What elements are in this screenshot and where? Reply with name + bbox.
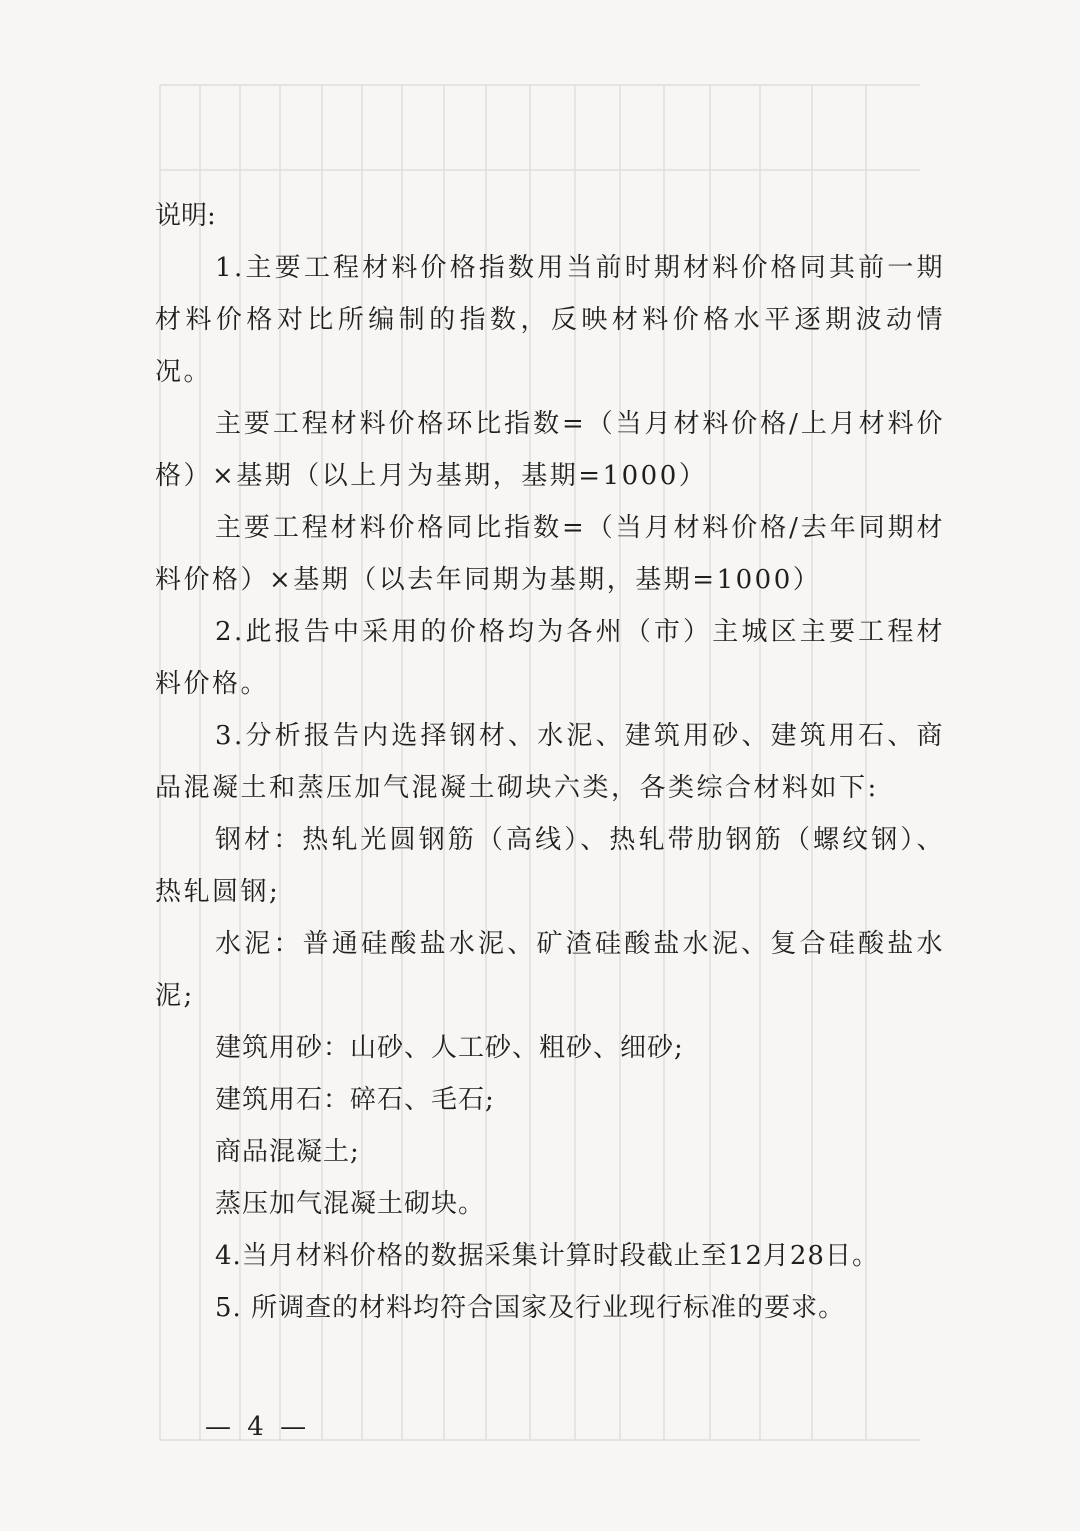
note-2: 2.此报告中采用的价格均为各州（市）主城区主要工程材料价格。 <box>155 617 945 699</box>
note-1: 1.主要工程材料价格指数用当前时期材料价格同其前一期材料价格对比所编制的指数，反映材料价格水平逐期波动情况。 <box>155 253 945 387</box>
section-heading: 说明: <box>155 201 216 231</box>
page-number: — 4 — <box>205 1412 311 1442</box>
note-3: 3.分析报告内选择钢材、水泥、建筑用砂、建筑用石、商品混凝土和蒸压加气混凝土砌块六类，各类综合材料如下: <box>155 721 945 803</box>
note-4: 4.当月材料价格的数据采集计算时段截止至12月28日。 <box>215 1241 879 1271</box>
material-stone: 建筑用石：碎石、毛石; <box>215 1085 495 1115</box>
material-cement: 水泥：普通硅酸盐水泥、矿渣硅酸盐水泥、复合硅酸盐水泥; <box>155 929 945 1011</box>
material-sand: 建筑用砂：山砂、人工砂、粗砂、细砂; <box>215 1033 684 1063</box>
material-concrete: 商品混凝土; <box>215 1137 360 1167</box>
note-5: 5. 所调查的材料均符合国家及行业现行标准的要求。 <box>215 1293 846 1323</box>
formula-year-on-year: 主要工程材料价格同比指数=（当月材料价格/去年同期材料价格）×基期（以去年同期为基期，基期=1000） <box>155 513 945 595</box>
document-body <box>155 190 945 1334</box>
formula-month-on-month: 主要工程材料价格环比指数=（当月材料价格/上月材料价格）×基期（以上月为基期，基期=1000） <box>155 409 945 491</box>
material-aac-block: 蒸压加气混凝土砌块。 <box>215 1189 486 1219</box>
material-steel: 钢材：热轧光圆钢筋（高线）、热轧带肋钢筋（螺纹钢）、热轧圆钢; <box>155 825 945 907</box>
